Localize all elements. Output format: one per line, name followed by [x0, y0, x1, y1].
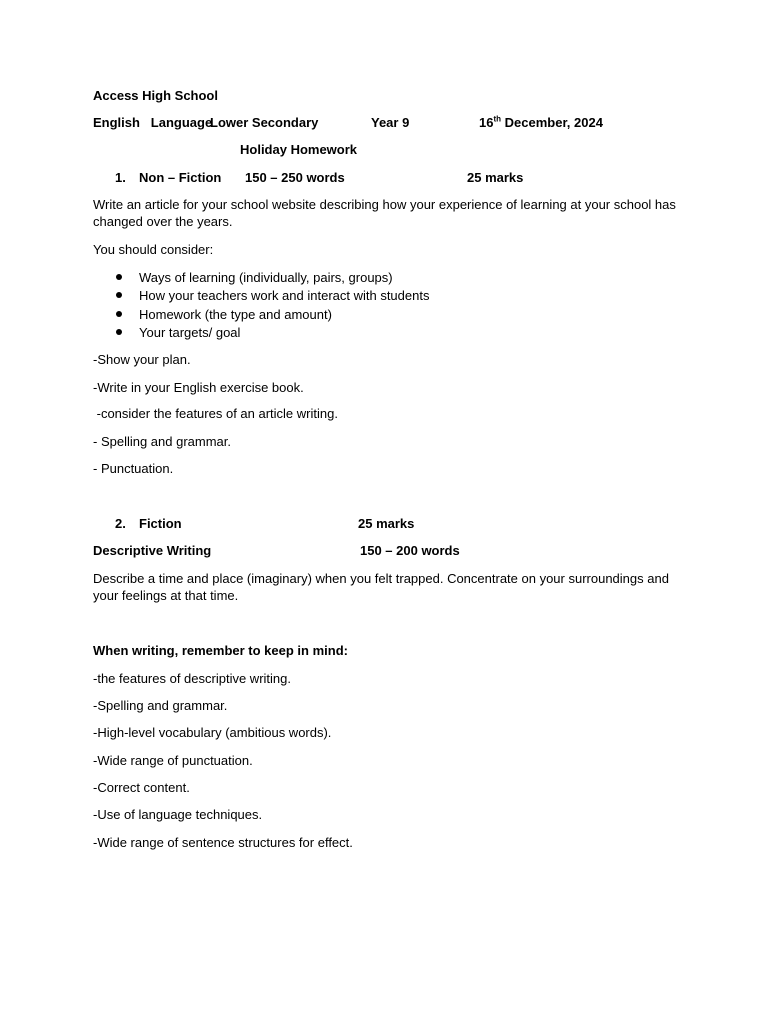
task2-prompt: Describe a time and place (imaginary) when you felt trapped. Concentrate on your surroundings and your feelings at that time.	[93, 571, 669, 603]
date-rest: December, 2024	[501, 115, 603, 130]
level-label: Lower Secondary	[210, 115, 319, 130]
year-label: Year 9	[371, 115, 410, 130]
task1-consider-intro: You should consider:	[93, 242, 214, 257]
date-day: 16	[479, 115, 494, 130]
task2-reminder: -Correct content.	[93, 780, 190, 795]
task1-instruction: -Write in your English exercise book.	[93, 380, 304, 395]
date-suffix: th	[493, 114, 502, 124]
task1-instruction: -Show your plan.	[93, 352, 191, 367]
task1-instruction: - Punctuation.	[93, 461, 174, 476]
list-item: Homework (the type and amount)	[93, 306, 429, 324]
page-title: Holiday Homework	[240, 142, 358, 157]
task2-reminder: -Use of language techniques.	[93, 807, 263, 822]
task2-marks: 25 marks	[358, 516, 415, 531]
task2-reminder-heading: When writing, remember to keep in mind:	[93, 643, 348, 658]
task1-words: 150 – 250 words	[245, 170, 345, 185]
task2-reminder: -Spelling and grammar.	[93, 698, 228, 713]
task2-number: 2.	[115, 516, 126, 531]
list-item: Ways of learning (individually, pairs, groups)	[93, 269, 429, 287]
task1-instruction: -consider the features of an article writing.	[93, 406, 338, 421]
subject-label: English Language	[93, 115, 213, 130]
task2-reminder: -the features of descriptive writing.	[93, 671, 291, 686]
list-item: Your targets/ goal	[93, 324, 429, 342]
task2-words: 150 – 200 words	[360, 543, 460, 558]
task1-prompt: Write an article for your school website describing how your experience of learning at your school has changed over the years.	[93, 197, 676, 229]
task2-reminder: -High-level vocabulary (ambitious words).	[93, 725, 332, 740]
task2-reminder: -Wide range of punctuation.	[93, 753, 253, 768]
school-name: Access High School	[93, 88, 218, 103]
list-item: How your teachers work and interact with students	[93, 287, 429, 305]
task2-reminder: -Wide range of sentence structures for effect.	[93, 835, 353, 850]
task1-number: 1.	[115, 170, 126, 185]
task1-name: Non – Fiction	[139, 170, 222, 185]
bullet-icon	[116, 329, 122, 335]
bullet-icon	[116, 311, 122, 317]
bullet-icon	[116, 274, 122, 280]
task1-instruction: - Spelling and grammar.	[93, 434, 232, 449]
bullet-icon	[116, 292, 122, 298]
task2-type: Descriptive Writing	[93, 543, 212, 558]
task1-bullet-list	[93, 269, 429, 342]
task2-name: Fiction	[139, 516, 182, 531]
task1-marks: 25 marks	[467, 170, 524, 185]
date-label	[479, 114, 603, 131]
